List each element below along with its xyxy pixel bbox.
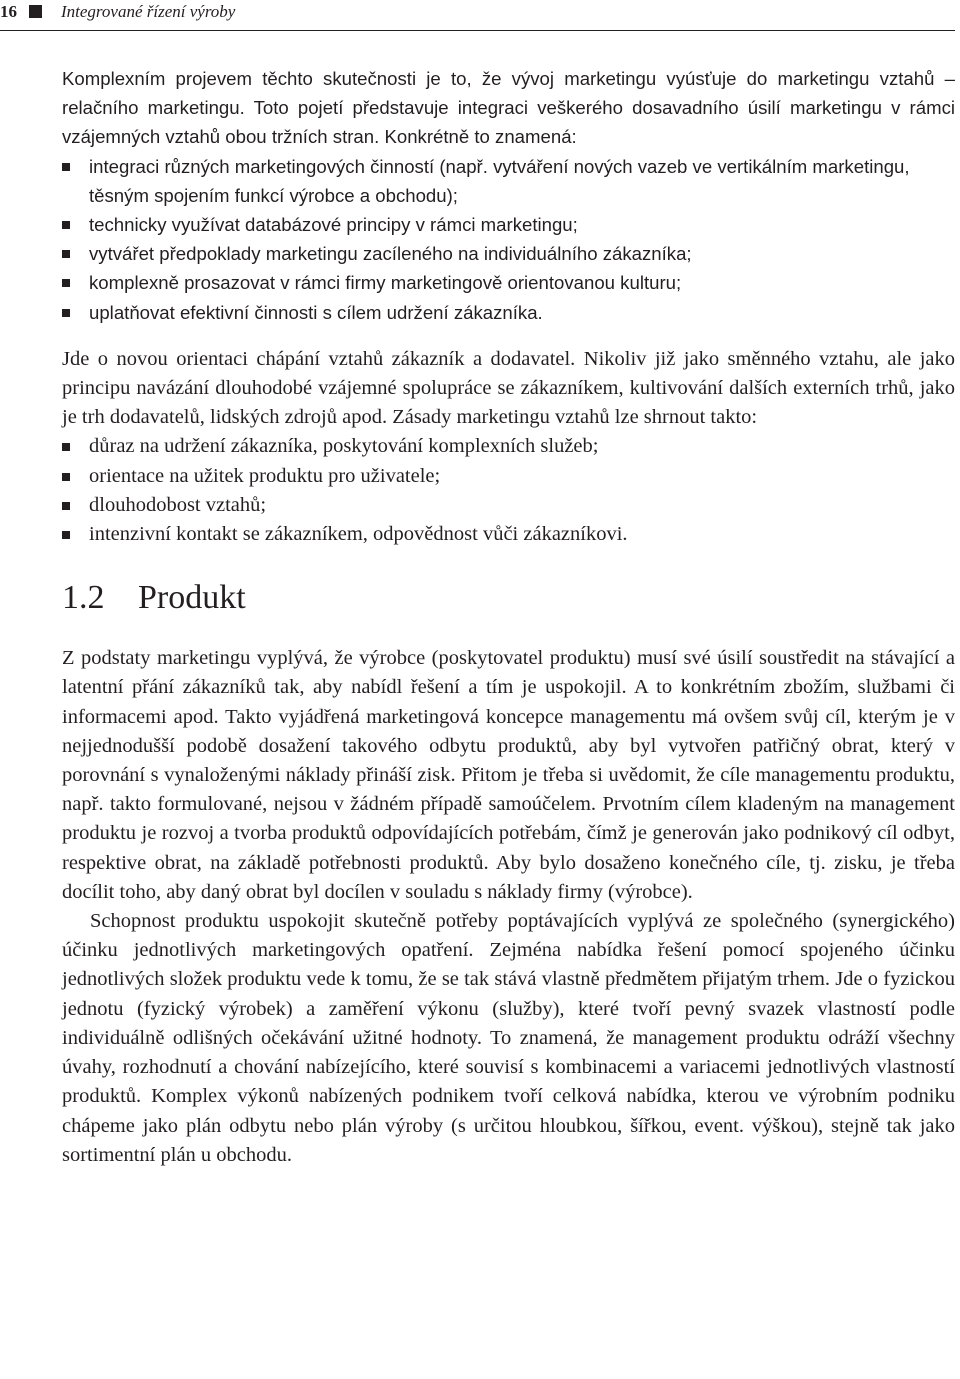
square-bullet-icon: [62, 221, 70, 229]
list-item-text: orientace na užitek produktu pro uživatele;: [89, 464, 441, 487]
square-bullet-icon: [62, 250, 70, 258]
list-item: [62, 298, 955, 327]
running-title: Integrované řízení výroby: [61, 2, 236, 21]
relationship-principles-list: [62, 432, 955, 549]
square-bullet-icon: [62, 309, 70, 317]
list-item: [62, 432, 955, 461]
list-item: [62, 210, 955, 239]
list-item: [62, 491, 955, 520]
section-number: 1.2: [62, 579, 105, 617]
marketing-integration-list: [62, 152, 955, 327]
running-head: [0, 0, 960, 30]
square-bullet-icon: [29, 5, 42, 18]
page-body: [62, 64, 955, 1170]
square-bullet-icon: [62, 443, 70, 451]
list-item-text: komplexně prosazovat v rámci firmy marketingově orientovanou kulturu;: [89, 272, 682, 294]
section-title: Produkt: [138, 579, 246, 617]
page-number: 16: [0, 2, 17, 21]
list-item: [62, 268, 955, 297]
header-rule: [0, 30, 955, 31]
list-item-text: důraz na udržení zákazníka, poskytování komplexních služeb;: [89, 435, 599, 458]
list-item-text: uplatňovat efektivní činnosti s cílem udržení zákazníka.: [89, 301, 543, 323]
list-item: [62, 239, 955, 268]
square-bullet-icon: [62, 473, 70, 481]
list-item-text: integraci různých marketingových činností (např. vytváření nových vazeb ve vertikálním marketingu, těsným spojením funkcí výrobce a obchodu);: [89, 155, 910, 206]
list-item: [62, 152, 955, 210]
square-bullet-icon: [62, 502, 70, 510]
list-item-text: intenzivní kontakt se zákazníkem, odpovědnost vůči zákazníkovi.: [89, 523, 628, 546]
body-paragraph: Jde o novou orientaci chápání vztahů zákazník a dodavatel. Nikoliv již jako směnného vztahu, ale jako principu navázání dlouhodobé vzájemné spolupráce se zákazníkem, kultivování dalších externích trhů, jako je trh dodavatelů, lidských zdrojů apod. Zásady marketingu vztahů lze shrnout takto:: [62, 347, 955, 429]
body-paragraph: Z podstaty marketingu vyplývá, že výrobce (poskytovatel produktu) musí své úsilí soustředit na stávající a latentní přání zákazníků tak, aby nabídl řešení a tím je uspokojil. A to konkrétním zbožím, službami či informacemi apod. Takto vyjádřená marketingová koncepce managementu má ovšem svůj cíl, kterým je v nejjednodušší podobě dosažení takového odbytu produktů, aby byl vytvořen patřičný obrat, který v porovnání s vynaloženými náklady přináší zisk. Přitom je třeba si uvědomit, že cíle managementu produktu, např. takto formulované, nejsou v žádném případě samoúčelem. Prvotním cílem kladeným na management produktu je rozvoj a tvorba produktů odpovídajících potřebám, čímž je generován jako podnikový cíl odbyt, respektive obrat, na základě potřebnosti produktů. Aby bylo dosaženo konečného cíle, tj. zisku, je třeba docílit toho, aby daný obrat byl docílen v souladu s náklady firmy (výrobce).: [62, 647, 955, 903]
square-bullet-icon: [62, 163, 70, 171]
list-item-text: dlouhodobost vztahů;: [89, 493, 267, 516]
square-bullet-icon: [62, 279, 70, 287]
list-item: [62, 462, 955, 491]
intro-paragraph: Komplexním projevem těchto skutečnosti je to, že vývoj marketingu vyúsťuje do marketingu vztahů – relačního marketingu. Toto pojetí představuje integraci veškerého dosavadního úsilí marketingu v rámci vzájemných vztahů obou tržních stran. Konkrétně to znamená:: [62, 68, 955, 148]
square-bullet-icon: [62, 531, 70, 539]
list-item-text: vytvářet předpoklady marketingu zacíleného na individuálního zákazníka;: [89, 243, 692, 265]
list-item: [62, 520, 955, 549]
body-paragraph: Schopnost produktu uspokojit skutečně potřeby poptávajících vyplývá ze společného (synergického) účinku jednotlivých marketingových opatření. Zejména nabídka řešení pomocí spojeného účinku jednotlivých složek produktu vede k tomu, že se tak stává vlastně předmětem přijatým trhem. Jde o fyzickou jednotu (fyzický výrobek) a zaměření výkonu (služby), které tvoří pevný svazek vlastností podle individuálně odlišných očekávání užitné hodnoty. To znamená, že management produktu odráží všechny úvahy, rozhodnutí a chování nabízejícího, které souvisí s kombinacemi a variacemi jednotlivých vlastností produktů. Komplex výkonů nabízených podnikem tvoří celková nabídka, kterou ve výrobním podniku chápeme jako plán odbytu nebo plán výroby (s určitou hloubkou, šířkou, event. výškou), stejně tak jako sortimentní plán u obchodu.: [62, 910, 955, 1166]
section-heading: [62, 578, 955, 618]
list-item-text: technicky využívat databázové principy v rámci marketingu;: [89, 214, 578, 236]
